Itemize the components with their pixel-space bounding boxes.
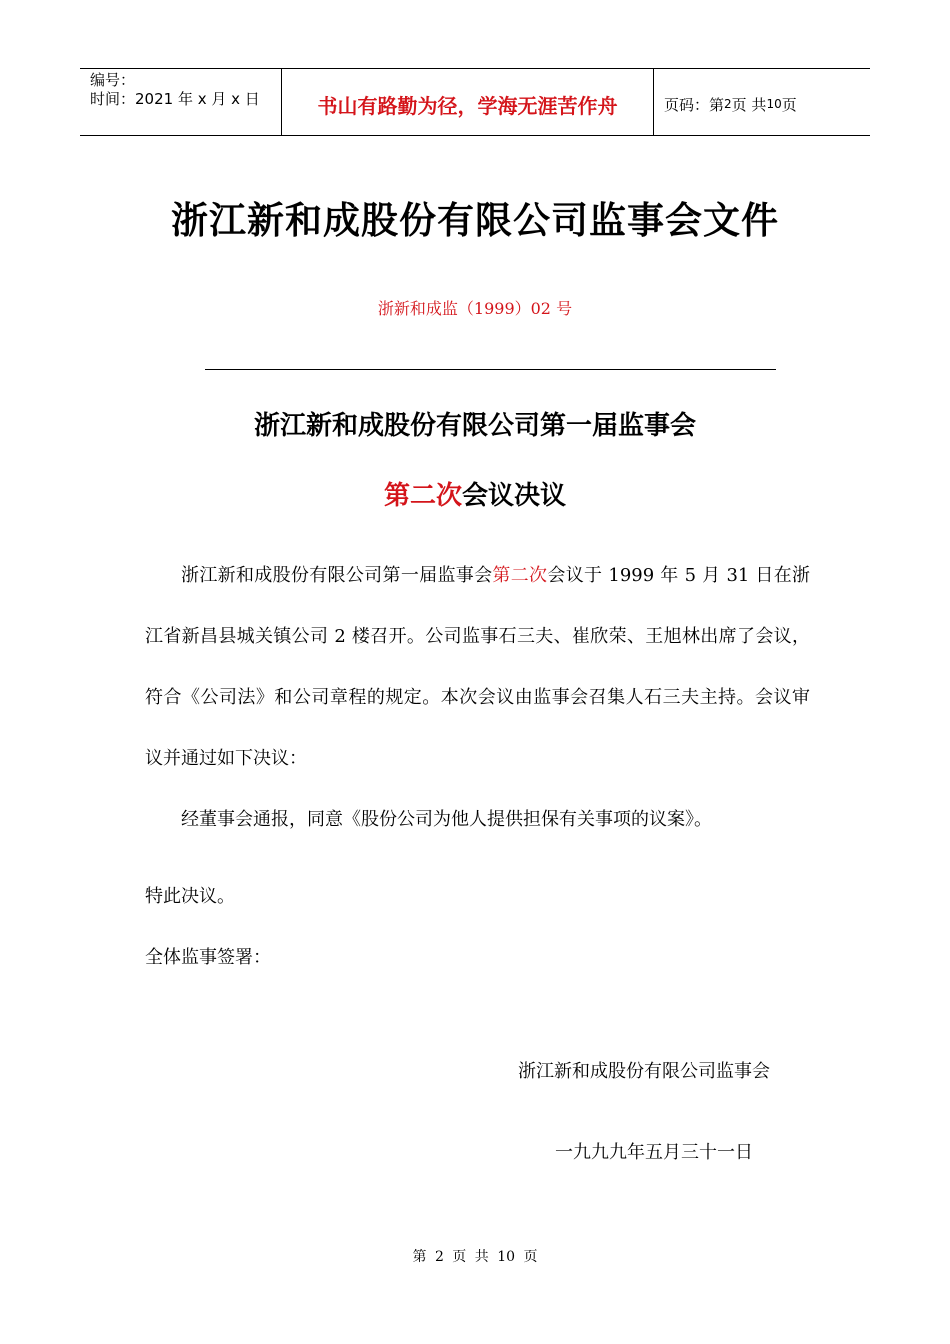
time-label: 时间：2021 年 x 月 x 日 bbox=[90, 90, 260, 108]
page-label-prefix: 页码：第 bbox=[664, 95, 725, 114]
document-title: 浙江新和成股份有限公司监事会文件 bbox=[171, 198, 779, 242]
body-text bbox=[145, 545, 810, 988]
paragraph-resolution: 经董事会通报，同意《股份公司为他人提供担保有关事项的议案》。 bbox=[181, 809, 712, 830]
subtitle-line2 bbox=[0, 475, 950, 512]
page-current: 2 bbox=[724, 97, 732, 111]
motto: 书山有路勤为径，学海无涯苦作舟 bbox=[317, 93, 618, 118]
subtitle-session-highlight: 第二次 bbox=[383, 481, 462, 511]
subtitle-line1: 浙江新和成股份有限公司第一届监事会 bbox=[253, 411, 696, 441]
paragraph-hereby: 特此决议。 bbox=[145, 886, 235, 907]
subtitle-resolution: 会议决议 bbox=[462, 481, 567, 511]
motto-cell bbox=[282, 69, 654, 135]
paragraph-meeting bbox=[145, 545, 810, 789]
title-divider bbox=[205, 369, 776, 370]
signature-date: 一九九九年五月三十一日 bbox=[555, 1142, 753, 1163]
page-info-cell bbox=[654, 69, 870, 135]
paragraph-session-highlight: 第二次 bbox=[492, 565, 548, 586]
header-table bbox=[80, 68, 870, 136]
header-meta-cell bbox=[80, 69, 282, 135]
page-footer: 第 2 页 共 10 页 bbox=[412, 1249, 538, 1265]
paragraph-meeting-rest: 会议于 1999 年 5 月 31 日在浙江省新昌县城关镇公司 2 楼召开。公司监事石三夫、崔欣荣、王旭林出席了会议，符合《公司法》和公司章程的规定。本次会议由监事会召集人石三夫主持。会议审议并通过如下决议： bbox=[145, 565, 811, 769]
page-label-mid: 页 共 bbox=[731, 95, 767, 114]
signature-org: 浙江新和成股份有限公司监事会 bbox=[518, 1061, 770, 1082]
number-label: 编号： bbox=[90, 71, 136, 89]
paragraph-meeting-start: 浙江新和成股份有限公司第一届监事会 bbox=[181, 565, 493, 586]
page-total: 10 bbox=[766, 97, 782, 111]
page-label-suffix: 页 bbox=[781, 95, 797, 114]
paragraph-signatures: 全体监事签署： bbox=[145, 947, 271, 968]
document-number: 浙新和成监（1999）02 号 bbox=[377, 299, 573, 318]
